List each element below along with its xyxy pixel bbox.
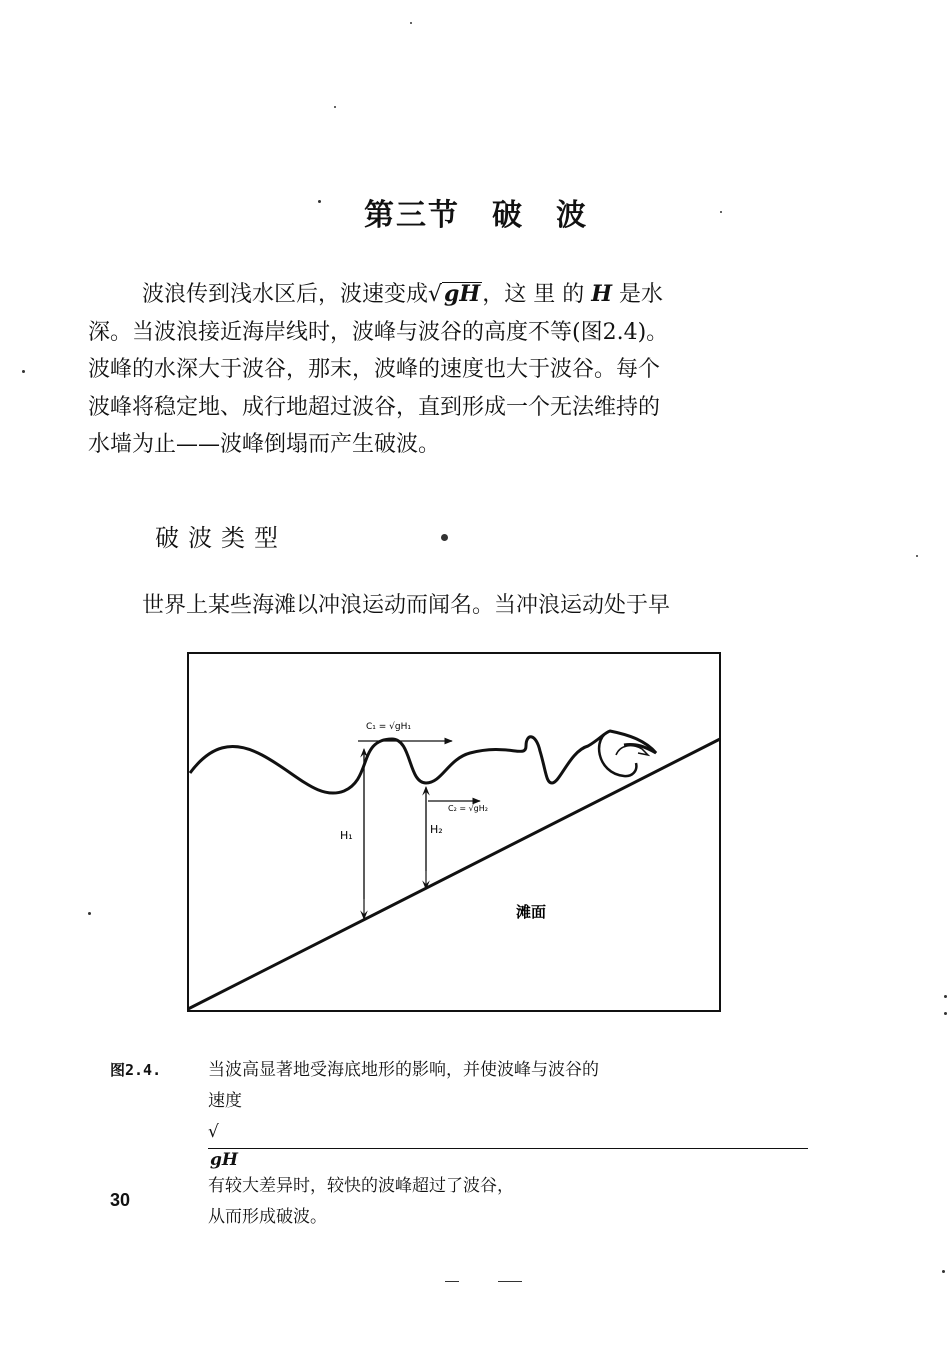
- sqrt-symbol: √: [208, 1122, 219, 1142]
- paragraph-line-4: 波峰将稳定地、成行地超过波谷，直到形成一个无法维持的: [88, 394, 661, 420]
- section-title: 第三节 破 波: [364, 198, 588, 233]
- beach-slope-line: [188, 739, 720, 1009]
- paragraph-line-5: 水墙为止——波峰倒塌而产生破波。: [88, 432, 441, 457]
- text-run: 有较大差异时，较快的波峰超过了波谷，: [208, 1176, 514, 1196]
- body-paragraph-2: 世界上某些海滩以冲浪运动而闻名。当冲浪运动处于早: [142, 593, 671, 618]
- h2-label: H₂: [430, 823, 443, 836]
- sqrt-symbol: √: [428, 282, 443, 307]
- variable-h: H: [591, 281, 613, 307]
- caption-line-3: 从而形成破波。: [208, 1207, 327, 1227]
- sqrt-content: gH: [208, 1148, 808, 1171]
- caption-label: 图2.4.: [110, 1061, 162, 1079]
- text-run: 速度: [208, 1091, 242, 1111]
- text-run: 是水: [619, 282, 664, 307]
- scan-speck: [88, 912, 91, 915]
- scan-speck: [942, 1270, 945, 1273]
- caption-line-2: [208, 1086, 808, 1202]
- scan-speck: [334, 106, 336, 108]
- text-run: 波浪传到浅水区后，波速变成: [142, 282, 429, 307]
- h1-label: H₁: [340, 829, 353, 842]
- scan-speck: [410, 22, 412, 24]
- figure-frame: [188, 653, 720, 1011]
- scan-speck: [318, 200, 321, 203]
- scan-speck: [22, 370, 25, 373]
- scan-dash: [445, 1281, 459, 1282]
- wave-figure: [186, 651, 722, 1013]
- paragraph-line-1: [88, 276, 823, 314]
- beach-label: 滩面: [516, 903, 547, 921]
- body-paragraph-1: [88, 276, 823, 464]
- subheading: 破波类型: [155, 524, 287, 552]
- c1-label: C₁ = √gH₁: [366, 722, 411, 732]
- page-number: 30: [110, 1190, 131, 1210]
- caption-line-1: 当波高显著地受海底地形的影响，并使波峰与波谷的: [208, 1060, 599, 1080]
- paragraph-line-2: 深。当波浪接近海岸线时，波峰与波谷的高度不等(图2.4)。: [88, 319, 669, 345]
- sqrt-content: gH: [444, 281, 481, 307]
- scan-speck: [916, 555, 918, 557]
- scan-dash: [498, 1281, 522, 1282]
- caption-text: [208, 1055, 808, 1233]
- print-speck: [441, 534, 448, 541]
- text-run: ，这 里 的: [482, 282, 585, 307]
- scan-speck: [944, 995, 947, 998]
- paragraph-line-3: 波峰的水深大于波谷，那末，波峰的速度也大于波谷。每个: [88, 357, 661, 382]
- scan-speck: [944, 1012, 947, 1015]
- scan-speck: [720, 211, 722, 213]
- c2-label: C₂ = √gH₂: [448, 804, 488, 813]
- wave-profile: [190, 731, 656, 793]
